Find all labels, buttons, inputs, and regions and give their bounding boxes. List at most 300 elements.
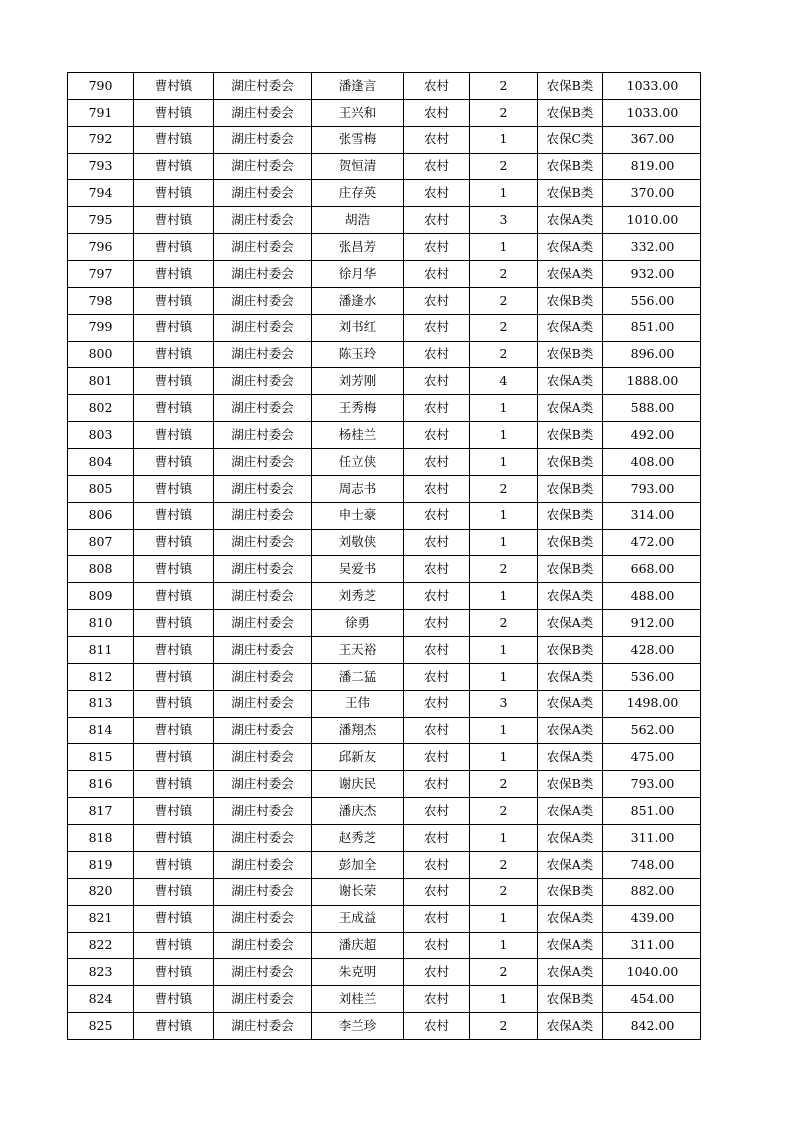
row-number-cell: 810 — [68, 610, 134, 637]
name-cell: 张昌芳 — [312, 234, 404, 261]
name-cell: 王兴和 — [312, 99, 404, 126]
town-cell: 曹村镇 — [134, 395, 214, 422]
row-number-cell: 796 — [68, 234, 134, 261]
person-count-cell: 1 — [470, 583, 538, 610]
table-row — [68, 314, 701, 341]
category-cell: 农保A类 — [538, 717, 603, 744]
table-row — [68, 690, 701, 717]
amount-cell: 1033.00 — [603, 73, 701, 100]
town-cell: 曹村镇 — [134, 771, 214, 798]
amount-cell: 793.00 — [603, 771, 701, 798]
town-cell: 曹村镇 — [134, 502, 214, 529]
name-cell: 贺恒清 — [312, 153, 404, 180]
row-number-cell: 791 — [68, 99, 134, 126]
person-count-cell: 2 — [470, 287, 538, 314]
row-number-cell: 794 — [68, 180, 134, 207]
household-type-cell: 农村 — [404, 959, 470, 986]
category-cell: 农保B类 — [538, 449, 603, 476]
table-row — [68, 663, 701, 690]
table-row — [68, 1013, 701, 1040]
amount-cell: 842.00 — [603, 1013, 701, 1040]
household-type-cell: 农村 — [404, 610, 470, 637]
person-count-cell: 2 — [470, 798, 538, 825]
category-cell: 农保A类 — [538, 314, 603, 341]
table-row — [68, 475, 701, 502]
table-row — [68, 207, 701, 234]
town-cell: 曹村镇 — [134, 99, 214, 126]
category-cell: 农保A类 — [538, 234, 603, 261]
name-cell: 彭加全 — [312, 851, 404, 878]
town-cell: 曹村镇 — [134, 798, 214, 825]
village-committee-cell: 湖庄村委会 — [214, 287, 312, 314]
village-committee-cell: 湖庄村委会 — [214, 502, 312, 529]
household-type-cell: 农村 — [404, 663, 470, 690]
town-cell: 曹村镇 — [134, 905, 214, 932]
village-committee-cell: 湖庄村委会 — [214, 825, 312, 852]
person-count-cell: 1 — [470, 905, 538, 932]
table-row — [68, 449, 701, 476]
person-count-cell: 1 — [470, 395, 538, 422]
amount-cell: 748.00 — [603, 851, 701, 878]
household-type-cell: 农村 — [404, 395, 470, 422]
amount-cell: 428.00 — [603, 637, 701, 664]
name-cell: 徐勇 — [312, 610, 404, 637]
person-count-cell: 2 — [470, 851, 538, 878]
table-row — [68, 234, 701, 261]
category-cell: 农保B类 — [538, 556, 603, 583]
amount-cell: 311.00 — [603, 825, 701, 852]
household-type-cell: 农村 — [404, 717, 470, 744]
name-cell: 潘庆杰 — [312, 798, 404, 825]
amount-cell: 588.00 — [603, 395, 701, 422]
village-committee-cell: 湖庄村委会 — [214, 905, 312, 932]
table-row — [68, 878, 701, 905]
row-number-cell: 809 — [68, 583, 134, 610]
household-type-cell: 农村 — [404, 1013, 470, 1040]
person-count-cell: 1 — [470, 234, 538, 261]
town-cell: 曹村镇 — [134, 234, 214, 261]
name-cell: 潘庆超 — [312, 932, 404, 959]
category-cell: 农保A类 — [538, 663, 603, 690]
household-type-cell: 农村 — [404, 180, 470, 207]
name-cell: 潘逢言 — [312, 73, 404, 100]
village-committee-cell: 湖庄村委会 — [214, 180, 312, 207]
category-cell: 农保A类 — [538, 690, 603, 717]
category-cell: 农保A类 — [538, 932, 603, 959]
village-committee-cell: 湖庄村委会 — [214, 663, 312, 690]
category-cell: 农保A类 — [538, 744, 603, 771]
table-row — [68, 825, 701, 852]
row-number-cell: 819 — [68, 851, 134, 878]
category-cell: 农保B类 — [538, 341, 603, 368]
row-number-cell: 792 — [68, 126, 134, 153]
row-number-cell: 805 — [68, 475, 134, 502]
person-count-cell: 1 — [470, 663, 538, 690]
amount-cell: 332.00 — [603, 234, 701, 261]
village-committee-cell: 湖庄村委会 — [214, 99, 312, 126]
name-cell: 吴爱书 — [312, 556, 404, 583]
row-number-cell: 818 — [68, 825, 134, 852]
name-cell: 申士豪 — [312, 502, 404, 529]
table-row — [68, 583, 701, 610]
name-cell: 任立侠 — [312, 449, 404, 476]
person-count-cell: 1 — [470, 422, 538, 449]
person-count-cell: 3 — [470, 207, 538, 234]
category-cell: 农保B类 — [538, 153, 603, 180]
row-number-cell: 811 — [68, 637, 134, 664]
village-committee-cell: 湖庄村委会 — [214, 261, 312, 288]
village-committee-cell: 湖庄村委会 — [214, 314, 312, 341]
village-committee-cell: 湖庄村委会 — [214, 959, 312, 986]
person-count-cell: 2 — [470, 475, 538, 502]
category-cell: 农保B类 — [538, 771, 603, 798]
name-cell: 张雪梅 — [312, 126, 404, 153]
name-cell: 刘芳刚 — [312, 368, 404, 395]
person-count-cell: 1 — [470, 986, 538, 1013]
household-type-cell: 农村 — [404, 529, 470, 556]
amount-cell: 311.00 — [603, 932, 701, 959]
village-committee-cell: 湖庄村委会 — [214, 690, 312, 717]
table-row — [68, 932, 701, 959]
town-cell: 曹村镇 — [134, 73, 214, 100]
household-type-cell: 农村 — [404, 287, 470, 314]
person-count-cell: 2 — [470, 153, 538, 180]
category-cell: 农保B类 — [538, 529, 603, 556]
table-row — [68, 744, 701, 771]
person-count-cell: 1 — [470, 502, 538, 529]
row-number-cell: 795 — [68, 207, 134, 234]
table-row — [68, 905, 701, 932]
town-cell: 曹村镇 — [134, 475, 214, 502]
town-cell: 曹村镇 — [134, 207, 214, 234]
amount-cell: 793.00 — [603, 475, 701, 502]
category-cell: 农保C类 — [538, 126, 603, 153]
category-cell: 农保A类 — [538, 959, 603, 986]
town-cell: 曹村镇 — [134, 717, 214, 744]
table-row — [68, 368, 701, 395]
amount-cell: 1033.00 — [603, 99, 701, 126]
village-committee-cell: 湖庄村委会 — [214, 234, 312, 261]
town-cell: 曹村镇 — [134, 932, 214, 959]
amount-cell: 912.00 — [603, 610, 701, 637]
person-count-cell: 1 — [470, 180, 538, 207]
row-number-cell: 821 — [68, 905, 134, 932]
village-committee-cell: 湖庄村委会 — [214, 395, 312, 422]
category-cell: 农保B类 — [538, 422, 603, 449]
row-number-cell: 806 — [68, 502, 134, 529]
village-committee-cell: 湖庄村委会 — [214, 878, 312, 905]
row-number-cell: 793 — [68, 153, 134, 180]
household-type-cell: 农村 — [404, 126, 470, 153]
household-type-cell: 农村 — [404, 475, 470, 502]
table-row — [68, 341, 701, 368]
table-row — [68, 798, 701, 825]
person-count-cell: 2 — [470, 73, 538, 100]
table-row — [68, 395, 701, 422]
name-cell: 谢长荣 — [312, 878, 404, 905]
table-row — [68, 126, 701, 153]
person-count-cell: 2 — [470, 261, 538, 288]
table-row — [68, 153, 701, 180]
row-number-cell: 814 — [68, 717, 134, 744]
household-type-cell: 农村 — [404, 314, 470, 341]
category-cell: 农保A类 — [538, 1013, 603, 1040]
household-type-cell: 农村 — [404, 207, 470, 234]
amount-cell: 408.00 — [603, 449, 701, 476]
town-cell: 曹村镇 — [134, 825, 214, 852]
town-cell: 曹村镇 — [134, 368, 214, 395]
household-type-cell: 农村 — [404, 825, 470, 852]
village-committee-cell: 湖庄村委会 — [214, 368, 312, 395]
row-number-cell: 816 — [68, 771, 134, 798]
village-committee-cell: 湖庄村委会 — [214, 341, 312, 368]
name-cell: 陈玉玲 — [312, 341, 404, 368]
amount-cell: 314.00 — [603, 502, 701, 529]
category-cell: 农保B类 — [538, 878, 603, 905]
amount-cell: 851.00 — [603, 798, 701, 825]
town-cell: 曹村镇 — [134, 341, 214, 368]
household-type-cell: 农村 — [404, 583, 470, 610]
village-committee-cell: 湖庄村委会 — [214, 556, 312, 583]
amount-cell: 851.00 — [603, 314, 701, 341]
amount-cell: 556.00 — [603, 287, 701, 314]
household-type-cell: 农村 — [404, 449, 470, 476]
amount-cell: 367.00 — [603, 126, 701, 153]
row-number-cell: 800 — [68, 341, 134, 368]
household-type-cell: 农村 — [404, 153, 470, 180]
person-count-cell: 1 — [470, 932, 538, 959]
village-committee-cell: 湖庄村委会 — [214, 153, 312, 180]
town-cell: 曹村镇 — [134, 851, 214, 878]
town-cell: 曹村镇 — [134, 986, 214, 1013]
household-type-cell: 农村 — [404, 744, 470, 771]
row-number-cell: 823 — [68, 959, 134, 986]
name-cell: 刘敬侠 — [312, 529, 404, 556]
person-count-cell: 2 — [470, 1013, 538, 1040]
town-cell: 曹村镇 — [134, 637, 214, 664]
amount-cell: 1888.00 — [603, 368, 701, 395]
household-type-cell: 农村 — [404, 690, 470, 717]
household-type-cell: 农村 — [404, 99, 470, 126]
name-cell: 潘逢水 — [312, 287, 404, 314]
row-number-cell: 797 — [68, 261, 134, 288]
table-row — [68, 556, 701, 583]
household-type-cell: 农村 — [404, 905, 470, 932]
amount-cell: 475.00 — [603, 744, 701, 771]
row-number-cell: 808 — [68, 556, 134, 583]
household-type-cell: 农村 — [404, 261, 470, 288]
row-number-cell: 798 — [68, 287, 134, 314]
row-number-cell: 817 — [68, 798, 134, 825]
amount-cell: 819.00 — [603, 153, 701, 180]
table-row — [68, 771, 701, 798]
town-cell: 曹村镇 — [134, 153, 214, 180]
person-count-cell: 1 — [470, 449, 538, 476]
household-type-cell: 农村 — [404, 798, 470, 825]
village-committee-cell: 湖庄村委会 — [214, 851, 312, 878]
table-row — [68, 637, 701, 664]
person-count-cell: 1 — [470, 825, 538, 852]
village-committee-cell: 湖庄村委会 — [214, 207, 312, 234]
name-cell: 王成益 — [312, 905, 404, 932]
row-number-cell: 815 — [68, 744, 134, 771]
household-type-cell: 农村 — [404, 234, 470, 261]
category-cell: 农保A类 — [538, 261, 603, 288]
amount-cell: 370.00 — [603, 180, 701, 207]
village-committee-cell: 湖庄村委会 — [214, 583, 312, 610]
person-count-cell: 2 — [470, 959, 538, 986]
person-count-cell: 2 — [470, 878, 538, 905]
name-cell: 潘翔杰 — [312, 717, 404, 744]
person-count-cell: 1 — [470, 717, 538, 744]
category-cell: 农保B类 — [538, 73, 603, 100]
amount-cell: 472.00 — [603, 529, 701, 556]
household-type-cell: 农村 — [404, 422, 470, 449]
category-cell: 农保A类 — [538, 583, 603, 610]
category-cell: 农保A类 — [538, 368, 603, 395]
category-cell: 农保A类 — [538, 395, 603, 422]
name-cell: 刘秀芝 — [312, 583, 404, 610]
row-number-cell: 801 — [68, 368, 134, 395]
table-row — [68, 287, 701, 314]
town-cell: 曹村镇 — [134, 556, 214, 583]
household-type-cell: 农村 — [404, 368, 470, 395]
town-cell: 曹村镇 — [134, 261, 214, 288]
category-cell: 农保B类 — [538, 99, 603, 126]
village-committee-cell: 湖庄村委会 — [214, 986, 312, 1013]
household-type-cell: 农村 — [404, 771, 470, 798]
town-cell: 曹村镇 — [134, 663, 214, 690]
table-row — [68, 99, 701, 126]
name-cell: 王天裕 — [312, 637, 404, 664]
name-cell: 胡浩 — [312, 207, 404, 234]
category-cell: 农保A类 — [538, 610, 603, 637]
household-type-cell: 农村 — [404, 341, 470, 368]
category-cell: 农保A类 — [538, 905, 603, 932]
category-cell: 农保A类 — [538, 798, 603, 825]
person-count-cell: 2 — [470, 771, 538, 798]
town-cell: 曹村镇 — [134, 287, 214, 314]
table-row — [68, 422, 701, 449]
name-cell: 潘二猛 — [312, 663, 404, 690]
person-count-cell: 1 — [470, 126, 538, 153]
name-cell: 朱克明 — [312, 959, 404, 986]
table-row — [68, 180, 701, 207]
category-cell: 农保A类 — [538, 207, 603, 234]
name-cell: 邱新友 — [312, 744, 404, 771]
town-cell: 曹村镇 — [134, 422, 214, 449]
town-cell: 曹村镇 — [134, 180, 214, 207]
person-count-cell: 1 — [470, 637, 538, 664]
amount-cell: 668.00 — [603, 556, 701, 583]
roster-table-body — [68, 73, 701, 1040]
category-cell: 农保A类 — [538, 851, 603, 878]
household-type-cell: 农村 — [404, 851, 470, 878]
household-type-cell: 农村 — [404, 637, 470, 664]
table-row — [68, 851, 701, 878]
household-type-cell: 农村 — [404, 502, 470, 529]
household-type-cell: 农村 — [404, 556, 470, 583]
household-type-cell: 农村 — [404, 73, 470, 100]
name-cell: 杨桂兰 — [312, 422, 404, 449]
row-number-cell: 799 — [68, 314, 134, 341]
table-row — [68, 529, 701, 556]
amount-cell: 492.00 — [603, 422, 701, 449]
amount-cell: 932.00 — [603, 261, 701, 288]
amount-cell: 1040.00 — [603, 959, 701, 986]
person-count-cell: 2 — [470, 556, 538, 583]
amount-cell: 562.00 — [603, 717, 701, 744]
name-cell: 庄存英 — [312, 180, 404, 207]
category-cell: 农保B类 — [538, 475, 603, 502]
table-row — [68, 261, 701, 288]
village-committee-cell: 湖庄村委会 — [214, 610, 312, 637]
category-cell: 农保B类 — [538, 637, 603, 664]
row-number-cell: 820 — [68, 878, 134, 905]
town-cell: 曹村镇 — [134, 126, 214, 153]
row-number-cell: 804 — [68, 449, 134, 476]
town-cell: 曹村镇 — [134, 690, 214, 717]
person-count-cell: 2 — [470, 610, 538, 637]
village-committee-cell: 湖庄村委会 — [214, 744, 312, 771]
person-count-cell: 1 — [470, 744, 538, 771]
household-type-cell: 农村 — [404, 986, 470, 1013]
village-committee-cell: 湖庄村委会 — [214, 126, 312, 153]
row-number-cell: 822 — [68, 932, 134, 959]
village-committee-cell: 湖庄村委会 — [214, 932, 312, 959]
household-type-cell: 农村 — [404, 878, 470, 905]
amount-cell: 536.00 — [603, 663, 701, 690]
category-cell: 农保B类 — [538, 986, 603, 1013]
amount-cell: 882.00 — [603, 878, 701, 905]
town-cell: 曹村镇 — [134, 314, 214, 341]
row-number-cell: 803 — [68, 422, 134, 449]
town-cell: 曹村镇 — [134, 1013, 214, 1040]
amount-cell: 488.00 — [603, 583, 701, 610]
village-committee-cell: 湖庄村委会 — [214, 637, 312, 664]
village-committee-cell: 湖庄村委会 — [214, 798, 312, 825]
village-committee-cell: 湖庄村委会 — [214, 529, 312, 556]
row-number-cell: 813 — [68, 690, 134, 717]
row-number-cell: 825 — [68, 1013, 134, 1040]
name-cell: 谢庆民 — [312, 771, 404, 798]
amount-cell: 1498.00 — [603, 690, 701, 717]
category-cell: 农保B类 — [538, 287, 603, 314]
amount-cell: 454.00 — [603, 986, 701, 1013]
table-row — [68, 73, 701, 100]
town-cell: 曹村镇 — [134, 959, 214, 986]
row-number-cell: 812 — [68, 663, 134, 690]
village-committee-cell: 湖庄村委会 — [214, 717, 312, 744]
row-number-cell: 802 — [68, 395, 134, 422]
table-row — [68, 610, 701, 637]
name-cell: 刘书红 — [312, 314, 404, 341]
amount-cell: 1010.00 — [603, 207, 701, 234]
person-count-cell: 1 — [470, 529, 538, 556]
name-cell: 赵秀芝 — [312, 825, 404, 852]
name-cell: 周志书 — [312, 475, 404, 502]
town-cell: 曹村镇 — [134, 744, 214, 771]
category-cell: 农保A类 — [538, 825, 603, 852]
town-cell: 曹村镇 — [134, 878, 214, 905]
name-cell: 李兰珍 — [312, 1013, 404, 1040]
amount-cell: 439.00 — [603, 905, 701, 932]
village-committee-cell: 湖庄村委会 — [214, 771, 312, 798]
roster-table — [67, 72, 701, 1040]
household-type-cell: 农村 — [404, 932, 470, 959]
person-count-cell: 2 — [470, 99, 538, 126]
town-cell: 曹村镇 — [134, 610, 214, 637]
